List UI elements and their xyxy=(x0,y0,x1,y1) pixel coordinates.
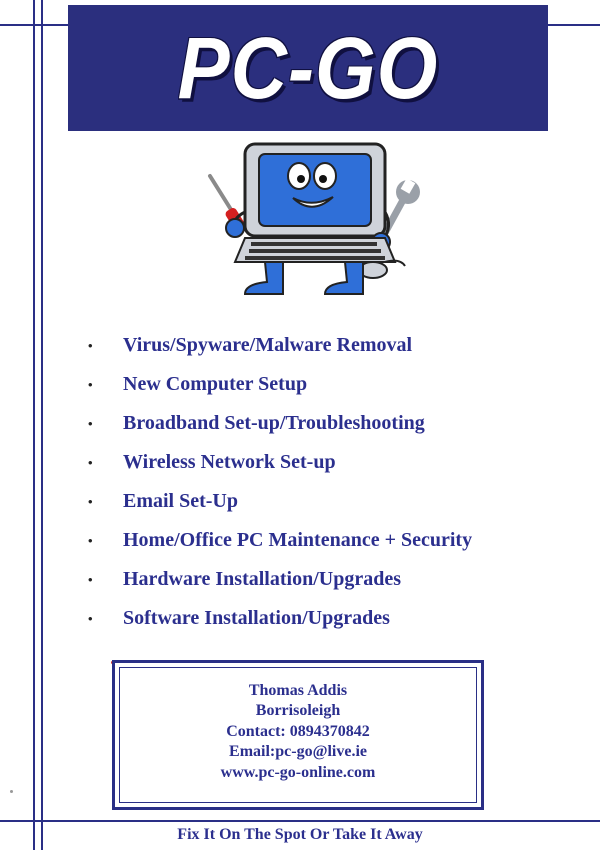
service-item xyxy=(88,521,472,560)
contact-box xyxy=(112,660,484,810)
service-label: New Computer Setup xyxy=(123,373,308,395)
banner-title: PC-GO xyxy=(177,18,439,117)
left-border-line-inner xyxy=(41,0,43,850)
bullet: • xyxy=(88,493,93,509)
bullet: • xyxy=(88,337,93,353)
services-list xyxy=(88,326,472,638)
service-item xyxy=(88,560,472,599)
bottom-rule xyxy=(0,820,600,822)
service-label: Software Installation/Upgrades xyxy=(123,607,390,629)
computer-mascot-icon xyxy=(205,142,430,300)
contact-email: Email:pc-go@live.ie xyxy=(229,743,367,761)
contact-location: Borrisoleigh xyxy=(255,702,341,720)
service-label: Broadband Set-up/Troubleshooting xyxy=(123,412,425,434)
bullet: • xyxy=(88,454,93,470)
service-item xyxy=(88,404,472,443)
service-label: Virus/Spyware/Malware Removal xyxy=(123,334,413,356)
bullet: • xyxy=(88,376,93,392)
service-label: Hardware Installation/Upgrades xyxy=(123,568,401,590)
service-item xyxy=(88,365,472,404)
header-banner xyxy=(68,5,548,131)
service-label: Wireless Network Set-up xyxy=(123,451,336,473)
tagline: Fix It On The Spot Or Take It Away xyxy=(177,826,423,843)
service-label: Home/Office PC Maintenance + Security xyxy=(123,529,473,551)
gray-speck xyxy=(10,790,13,793)
left-border-line-outer xyxy=(33,0,35,850)
contact-name: Thomas Addis xyxy=(248,681,348,699)
service-item xyxy=(88,599,472,638)
service-item xyxy=(88,326,472,365)
service-label: Email Set-Up xyxy=(123,490,238,512)
service-item xyxy=(88,443,472,482)
contact-phone: Contact: 0894370842 xyxy=(226,722,370,740)
bullet: • xyxy=(88,571,93,587)
service-item xyxy=(88,482,472,521)
bullet: • xyxy=(88,415,93,431)
contact-box-inner xyxy=(119,667,477,803)
contact-website: www.pc-go-online.com xyxy=(220,763,376,781)
bullet: • xyxy=(88,532,93,548)
bullet: • xyxy=(88,610,93,626)
